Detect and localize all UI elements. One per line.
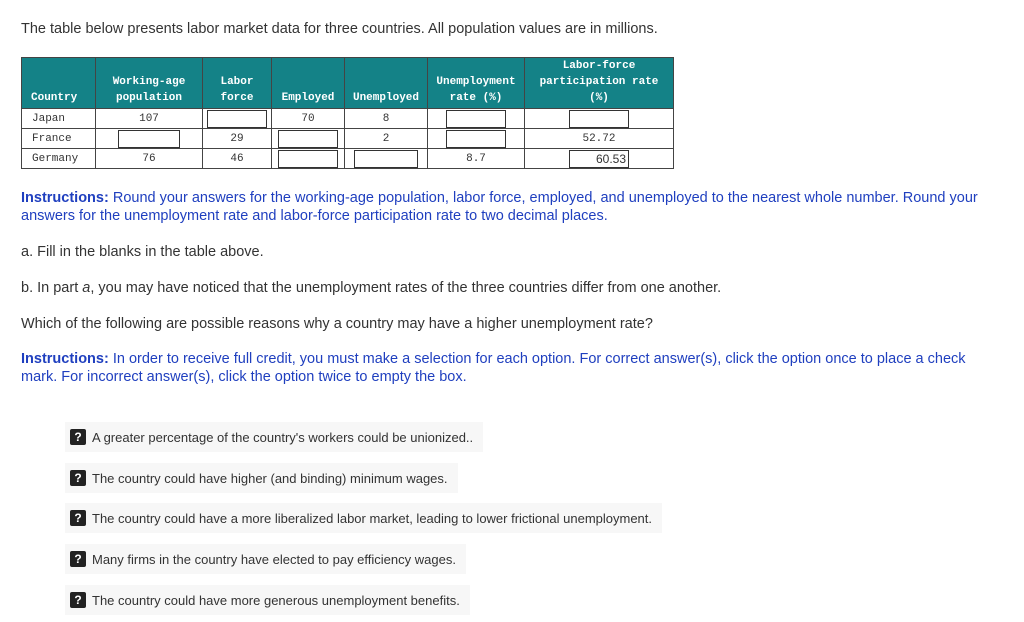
instructions-label: Instructions: (21, 351, 109, 367)
labor-force-input[interactable] (207, 110, 267, 128)
unemployment-rate-cell: 8.7 (428, 149, 525, 169)
table-row (22, 149, 674, 169)
lfpr-cell (525, 109, 674, 129)
labor-force-cell: 46 (203, 149, 272, 169)
employed-input[interactable] (278, 150, 338, 168)
unemployment-rate-cell (428, 129, 525, 149)
employed-input[interactable] (278, 130, 338, 148)
option-label: Many firms in the country have elected to pay efficiency wages. (92, 551, 456, 567)
col-header-employed: Employed (272, 58, 345, 109)
unemployed-cell: 2 (345, 129, 428, 149)
employed-cell: 70 (272, 109, 345, 129)
question-text: Which of the following are possible reasons why a country may have a higher unemployment rate? (21, 316, 653, 332)
instructions-selection (21, 350, 981, 386)
option-label: The country could have higher (and binding) minimum wages. (92, 470, 448, 486)
working-age-cell: 76 (96, 149, 203, 169)
instructions-label: Instructions: (21, 190, 109, 206)
question-mark-icon: ? (70, 551, 86, 567)
question-mark-icon: ? (70, 470, 86, 486)
unemployed-cell: 8 (345, 109, 428, 129)
lfpr-input[interactable]: 60.53 (569, 150, 629, 168)
unemployment-rate-input[interactable] (446, 110, 506, 128)
option-unionized[interactable] (65, 422, 483, 452)
labor-market-table (21, 57, 674, 169)
unemployment-rate-cell (428, 109, 525, 129)
intro-text: The table below presents labor market data for three countries. All population values are in millions. (21, 21, 658, 37)
option-label: A greater percentage of the country's workers could be unionized.. (92, 429, 474, 445)
unemployed-cell (345, 149, 428, 169)
table-row (22, 129, 674, 149)
unemployed-input[interactable] (354, 150, 418, 168)
option-label: The country could have more generous unemployment benefits. (92, 592, 460, 608)
part-b-text: b. In part a, you may have noticed that the unemployment rates of the three countries differ from one another. (21, 280, 722, 296)
working-age-input[interactable] (118, 130, 180, 148)
instructions-text: Round your answers for the working-age population, labor force, employed, and unemployed to the nearest whole number. Round your answers for the unemployment rate and labor-force participation rate to two decimal places. (21, 190, 978, 224)
part-a-text: a. Fill in the blanks in the table above. (21, 244, 264, 260)
country-name: Germany (22, 149, 96, 169)
working-age-cell: 107 (96, 109, 203, 129)
question-mark-icon: ? (70, 510, 86, 526)
table-row (22, 109, 674, 129)
lfpr-input[interactable] (569, 110, 629, 128)
option-liberalized-market[interactable] (65, 503, 662, 533)
option-unemployment-benefits[interactable] (65, 585, 470, 615)
option-efficiency-wages[interactable] (65, 544, 466, 574)
option-label: The country could have a more liberalized labor market, leading to lower frictional unemployment. (92, 510, 653, 526)
labor-force-cell: 29 (203, 129, 272, 149)
country-name: Japan (22, 109, 96, 129)
col-header-lfpr: Labor-force participation rate (%) (525, 58, 674, 109)
employed-cell (272, 129, 345, 149)
lfpr-cell (525, 149, 674, 169)
col-header-working-age: Working-age population (96, 58, 203, 109)
question-mark-icon: ? (70, 592, 86, 608)
col-header-country: Country (22, 58, 96, 109)
instructions-text: In order to receive full credit, you must make a selection for each option. For correct answer(s), click the option once to place a check mark. For incorrect answer(s), click the option twice to empty the box. (21, 351, 966, 385)
lfpr-cell: 52.72 (525, 129, 674, 149)
col-header-unemployment-rate: Unemployment rate (%) (428, 58, 525, 109)
labor-force-cell (203, 109, 272, 129)
question-mark-icon: ? (70, 429, 86, 445)
col-header-unemployed: Unemployed (345, 58, 428, 109)
instructions-rounding (21, 189, 981, 225)
option-minimum-wages[interactable] (65, 463, 458, 493)
employed-cell (272, 149, 345, 169)
working-age-cell (96, 129, 203, 149)
country-name: France (22, 129, 96, 149)
table-header-row (22, 58, 674, 109)
unemployment-rate-input[interactable] (446, 130, 506, 148)
col-header-labor-force: Labor force (203, 58, 272, 109)
